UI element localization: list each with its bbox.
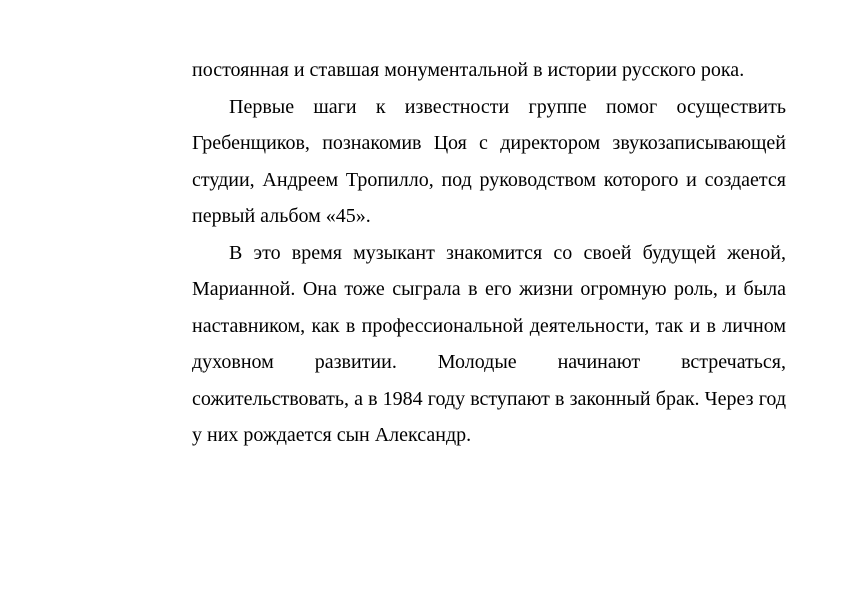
- document-body: [192, 52, 786, 454]
- paragraph-1: постоянная и ставшая монументальной в истории русского рока.: [192, 59, 745, 81]
- paragraph-2: Первые шаги к известности группе помог осуществить Гребенщиков, познакомив Цоя с директором звукозаписывающей студии, Андреем Тропилло, под руководством которого и создается первый альбом «45».: [192, 95, 786, 227]
- paragraph-3: В это время музыкант знакомится со своей будущей женой, Марианной. Она тоже сыграла в его жизни огромную роль, и была наставником, как в профессиональной деятельности, так и в личном духовном развитии. Молодые начинают встречаться, сожительствовать, а в 1984 году вступают в законный брак. Через год у них рождается сын Александр.: [192, 241, 786, 446]
